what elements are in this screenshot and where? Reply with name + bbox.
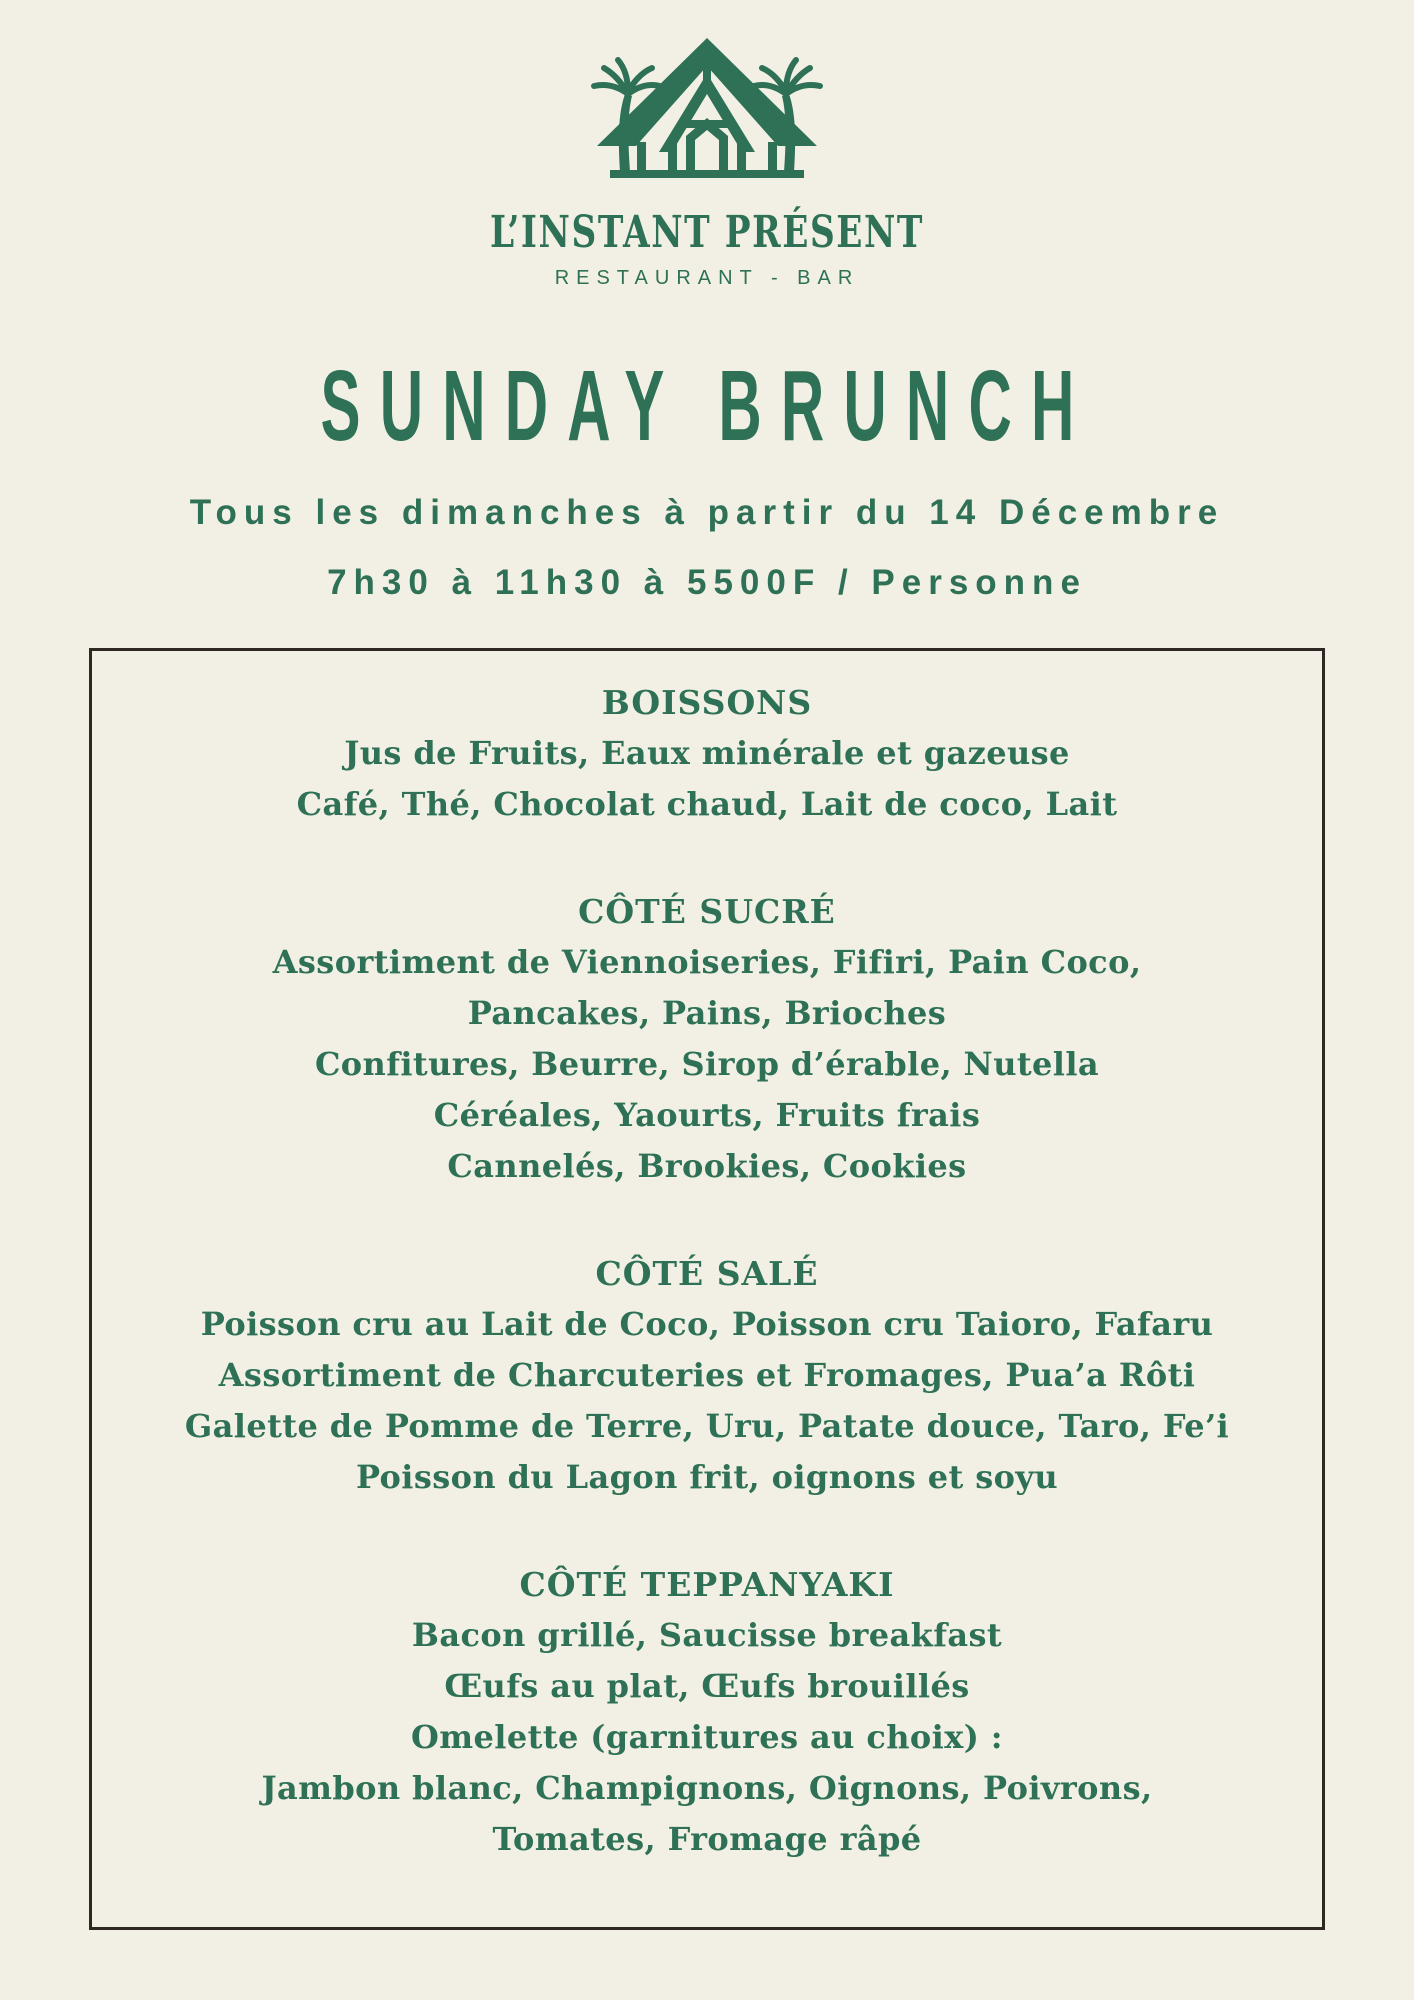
menu-item: Pancakes, Pains, Brioches: [467, 994, 947, 1033]
restaurant-logo: [582, 36, 832, 184]
menu-item: Assortiment de Charcuteries et Fromages, Pua’a Rôti: [218, 1356, 1196, 1395]
menu-item: Bacon grillé, Saucisse breakfast: [411, 1616, 1003, 1655]
event-subtitle-line-2: 7h30 à 11h30 à 5500F / Personne: [327, 563, 1087, 603]
section-title: CÔTÉ SALÉ: [595, 1254, 819, 1294]
section-title: CÔTÉ SUCRÉ: [578, 892, 836, 932]
menu-item: Cannelés, Brookies, Cookies: [447, 1147, 967, 1186]
menu-box: [89, 648, 1325, 1930]
menu-item: Jambon blanc, Champignons, Oignons, Poivrons,: [261, 1769, 1153, 1808]
menu-item: Omelette (garnitures au choix) :: [411, 1718, 1003, 1757]
menu-item: Confitures, Beurre, Sirop d’érable, Nutella: [314, 1045, 1100, 1084]
event-title: SUNDAY BRUNCH: [320, 350, 1094, 463]
brand-tagline: RESTAURANT - BAR: [554, 267, 860, 290]
fare-house-icon: [597, 38, 817, 178]
menu-section-cote-teppanyaki: [92, 1559, 1322, 1865]
menu-section-cote-sucre: [92, 886, 1322, 1192]
menu-item: Poisson du Lagon frit, oignons et soyu: [355, 1458, 1059, 1497]
menu-item: Poisson cru au Lait de Coco, Poisson cru Taioro, Fafaru: [200, 1305, 1214, 1344]
section-title: BOISSONS: [601, 683, 813, 723]
menu-item: Œufs au plat, Œufs brouillés: [444, 1667, 970, 1706]
menu-item: Assortiment de Viennoiseries, Fifiri, Pain Coco,: [272, 943, 1142, 982]
menu-item: Jus de Fruits, Eaux minérale et gazeuse: [344, 734, 1070, 773]
event-subtitle-line-1: Tous les dimanches à partir du 14 Décembre: [189, 493, 1225, 533]
menu-section-boissons: [92, 677, 1322, 830]
menu-item: Galette de Pomme de Terre, Uru, Patate douce, Taro, Fe’i: [184, 1407, 1230, 1446]
menu-item: Céréales, Yaourts, Fruits frais: [433, 1096, 981, 1135]
menu-item: Café, Thé, Chocolat chaud, Lait de coco, Lait: [296, 785, 1118, 824]
brand-name: L’INSTANT PRÉSENT: [489, 207, 925, 258]
event-subtitle: [0, 478, 1414, 618]
menu-section-cote-sale: [92, 1248, 1322, 1503]
header-logo: [0, 0, 1414, 189]
menu-item: Tomates, Fromage râpé: [492, 1820, 922, 1859]
section-title: CÔTÉ TEPPANYAKI: [519, 1565, 895, 1605]
